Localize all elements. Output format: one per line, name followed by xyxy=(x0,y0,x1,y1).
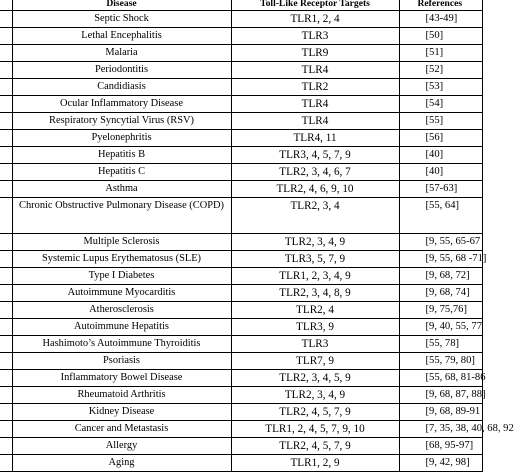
disease-cell: Rheumatoid Arthritis xyxy=(12,387,231,404)
row-spacer xyxy=(0,438,12,455)
row-spacer xyxy=(0,181,12,198)
references-cell: [55, 64] xyxy=(399,198,482,234)
row-spacer xyxy=(0,45,12,62)
targets-cell: TLR1, 2, 9 xyxy=(231,455,399,472)
references-cell: [55] xyxy=(399,113,482,130)
references-cell: [9, 68, 74] xyxy=(399,285,482,302)
disease-cell: Aging xyxy=(12,455,231,472)
references-cell: [9, 55, 68 -71] xyxy=(399,251,482,268)
table-row xyxy=(0,455,482,472)
references-cell: [57-63] xyxy=(399,181,482,198)
table-row xyxy=(0,181,482,198)
table-row xyxy=(0,319,482,336)
targets-cell: TLR4 xyxy=(231,113,399,130)
disease-cell: Multiple Sclerosis xyxy=(12,234,231,251)
references-cell: [9, 68, 87, 88] xyxy=(399,387,482,404)
row-spacer xyxy=(0,353,12,370)
references-cell: [51] xyxy=(399,45,482,62)
row-spacer xyxy=(0,370,12,387)
table-row xyxy=(0,198,482,234)
table-row xyxy=(0,353,482,370)
disease-cell: Atherosclerosis xyxy=(12,302,231,319)
table-row xyxy=(0,62,482,79)
table-row xyxy=(0,285,482,302)
targets-cell: TLR2, 3, 4, 8, 9 xyxy=(231,285,399,302)
targets-cell: TLR3, 5, 7, 9 xyxy=(231,251,399,268)
disease-cell: Hepatitis B xyxy=(12,147,231,164)
row-spacer xyxy=(0,268,12,285)
references-cell: [55, 79, 80] xyxy=(399,353,482,370)
row-spacer xyxy=(0,455,12,472)
targets-cell: TLR4, 11 xyxy=(231,130,399,147)
row-spacer xyxy=(0,62,12,79)
table-row xyxy=(0,404,482,421)
targets-cell: TLR2, 3, 4 xyxy=(231,198,399,234)
header-targets: Toll-Like Receptor Targets xyxy=(231,0,399,11)
table-row xyxy=(0,302,482,319)
references-cell: [53] xyxy=(399,79,482,96)
references-cell: [50] xyxy=(399,28,482,45)
disease-cell: Autoimmune Hepatitis xyxy=(12,319,231,336)
table-row xyxy=(0,130,482,147)
row-spacer xyxy=(0,147,12,164)
header-spacer xyxy=(0,0,12,11)
references-cell: [43-49] xyxy=(399,11,482,28)
disease-cell: Septic Shock xyxy=(12,11,231,28)
disease-cell: Inflammatory Bowel Disease xyxy=(12,370,231,387)
row-spacer xyxy=(0,234,12,251)
disease-cell: Systemic Lupus Erythematosus (SLE) xyxy=(12,251,231,268)
targets-cell: TLR2, 3, 4, 9 xyxy=(231,234,399,251)
row-spacer xyxy=(0,28,12,45)
table-row xyxy=(0,147,482,164)
table-row xyxy=(0,370,482,387)
header-disease: Disease xyxy=(12,0,231,11)
disease-cell: Malaria xyxy=(12,45,231,62)
disease-cell: Hepatitis C xyxy=(12,164,231,181)
references-cell: [7, 35, 38, 40, 68, 92 xyxy=(399,421,482,438)
row-spacer xyxy=(0,11,12,28)
disease-cell: Periodontitis xyxy=(12,62,231,79)
row-spacer xyxy=(0,285,12,302)
references-cell: [68, 95-97] xyxy=(399,438,482,455)
table-row xyxy=(0,268,482,285)
row-spacer xyxy=(0,387,12,404)
row-spacer xyxy=(0,79,12,96)
references-cell: [9, 75,76] xyxy=(399,302,482,319)
targets-cell: TLR2, 3, 4, 5, 9 xyxy=(231,370,399,387)
references-cell: [40] xyxy=(399,147,482,164)
targets-cell: TLR2, 3, 4, 6, 7 xyxy=(231,164,399,181)
row-spacer xyxy=(0,113,12,130)
references-cell: [9, 42, 98] xyxy=(399,455,482,472)
references-cell: [40] xyxy=(399,164,482,181)
targets-cell: TLR7, 9 xyxy=(231,353,399,370)
targets-cell: TLR1, 2, 3, 4, 9 xyxy=(231,268,399,285)
row-spacer xyxy=(0,319,12,336)
table-row xyxy=(0,96,482,113)
references-cell: [9, 68, 72] xyxy=(399,268,482,285)
targets-cell: TLR2 xyxy=(231,79,399,96)
table-row xyxy=(0,164,482,181)
table-row xyxy=(0,251,482,268)
targets-cell: TLR2, 4, 6, 9, 10 xyxy=(231,181,399,198)
table-row xyxy=(0,336,482,353)
targets-cell: TLR4 xyxy=(231,96,399,113)
row-spacer xyxy=(0,164,12,181)
references-cell: [9, 55, 65-67 xyxy=(399,234,482,251)
row-spacer xyxy=(0,336,12,353)
references-cell: [9, 68, 89-91 xyxy=(399,404,482,421)
header-references: References xyxy=(399,0,482,11)
targets-cell: TLR2, 4 xyxy=(231,302,399,319)
table-row xyxy=(0,234,482,251)
table-row xyxy=(0,421,482,438)
references-cell: [9, 40, 55, 77 xyxy=(399,319,482,336)
references-cell: [55, 68, 81-86 xyxy=(399,370,482,387)
table-row xyxy=(0,387,482,404)
disease-cell: Psoriasis xyxy=(12,353,231,370)
targets-cell: TLR9 xyxy=(231,45,399,62)
row-spacer xyxy=(0,251,12,268)
table-row xyxy=(0,113,482,130)
references-cell: [54] xyxy=(399,96,482,113)
disease-cell: Cancer and Metastasis xyxy=(12,421,231,438)
disease-cell: Allergy xyxy=(12,438,231,455)
disease-cell: Candidiasis xyxy=(12,79,231,96)
table-header-row xyxy=(0,0,482,11)
targets-cell: TLR1, 2, 4, 5, 7, 9, 10 xyxy=(231,421,399,438)
references-cell: [55, 78] xyxy=(399,336,482,353)
row-spacer xyxy=(0,130,12,147)
row-spacer xyxy=(0,404,12,421)
references-cell: [52] xyxy=(399,62,482,79)
targets-cell: TLR1, 2, 4 xyxy=(231,11,399,28)
targets-cell: TLR3 xyxy=(231,336,399,353)
disease-cell: Asthma xyxy=(12,181,231,198)
row-spacer xyxy=(0,96,12,113)
targets-cell: TLR2, 4, 5, 7, 9 xyxy=(231,404,399,421)
disease-cell: Chronic Obstructive Pulmonary Disease (COPD) xyxy=(12,198,231,234)
table-row xyxy=(0,28,482,45)
disease-cell: Type I Diabetes xyxy=(12,268,231,285)
disease-cell: Kidney Disease xyxy=(12,404,231,421)
table-row xyxy=(0,11,482,28)
disease-cell: Autoimmune Myocarditis xyxy=(12,285,231,302)
targets-cell: TLR3 xyxy=(231,28,399,45)
disease-cell: Lethal Encephalitis xyxy=(12,28,231,45)
table-body xyxy=(0,11,514,472)
targets-cell: TLR2, 3, 4, 9 xyxy=(231,387,399,404)
table-row xyxy=(0,438,482,455)
targets-cell: TLR3, 9 xyxy=(231,319,399,336)
table-row xyxy=(0,45,482,62)
targets-cell: TLR4 xyxy=(231,62,399,79)
disease-cell: Respiratory Syncytial Virus (RSV) xyxy=(12,113,231,130)
row-spacer xyxy=(0,198,12,234)
disease-cell: Ocular Inflammatory Disease xyxy=(12,96,231,113)
references-cell: [56] xyxy=(399,130,482,147)
disease-cell: Pyelonephritis xyxy=(12,130,231,147)
table-row xyxy=(0,79,482,96)
row-spacer xyxy=(0,421,12,438)
targets-cell: TLR3, 4, 5, 7, 9 xyxy=(231,147,399,164)
disease-cell: Hashimoto’s Autoimmune Thyroiditis xyxy=(12,336,231,353)
row-spacer xyxy=(0,302,12,319)
targets-cell: TLR2, 4, 5, 7, 9 xyxy=(231,438,399,455)
